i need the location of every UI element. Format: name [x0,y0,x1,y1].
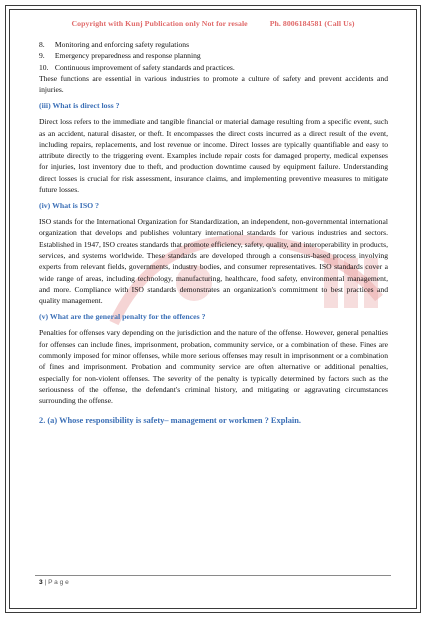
list-item: 9. Emergency preparedness and response planning [39,51,201,61]
footer-divider [35,575,391,576]
footer-separator: | [42,579,49,586]
page-header [0,19,426,28]
page-number: 3 [39,579,43,586]
section-heading-penalty: (v) What are the general penalty for the offences ? [39,312,206,322]
question-heading: 2. (a) Whose responsibility is safety– management or workmen ? Explain. [39,416,301,426]
section-heading-iso: (iv) What is ISO ? [39,200,100,210]
page-label: P a g e [48,579,69,586]
intro-paragraph: These functions are essential in various industries to promote a culture of safety and prevent accidents and injuries. [39,73,388,95]
page-footer [39,579,69,586]
list-item: 8. Monitoring and enforcing safety regulations [39,40,190,49]
section-body-penalty: Penalties for offenses vary depending on the jurisdiction and the nature of the offense. However, general penalties for offenses can include fines, imprisonment, probation, community service, or a combination of these. Fines are commonly imposed for minor offenses, while more serious offenses may result in imprisonment or a combination of fines and imprisonment. Probation and community service are often alternative or additional penalties, especially for non-violent offenses. The severity of the penalty is typically determined by factors such as the seriousness of the offense, the defendant's criminal history, and mitigating or aggravating circumstances surrounding the offense. [39,328,388,406]
phone-number: Ph. 8006184581 (Call Us) [269,19,355,28]
page-content [39,39,388,427]
section-body-iso: ISO stands for the International Organization for Standardization, an independent, non-governmental international organization that develops and publishes voluntary international standards for various industries and sectors. Established in 1947, ISO creates standards that promote efficiency, safety, quality, and interoperability in products, services, and systems worldwide. These standards are developed through a consensus-based process involving experts from relevant fields, governments, industry bodies, and consumer representatives. ISO standards cover a wide range of areas, including technology, manufacturing, healthcare, food safety, environmental management, and more. Compliance with ISO standards demonstrates an organization's commitment to best practices and quality management. [39,217,388,306]
section-body-direct-loss: Direct loss refers to the immediate and tangible financial or material damage resulting from a specific event, such as an accident, natural disaster, or theft. It encompasses the direct costs incurred as a direct result of the event, including repairs, replacements, and lost revenue or income. Direct losses are typically quantifiable and easy to attribute directly to the triggering event. Examples include repair costs for damaged property, medical expenses for injuries, lost inventory due to theft, and production downtime caused by equipment failure. Understanding direct losses is crucial for risk assessment, insurance claims, and implementing preventive measures to mitigate future losses. [39,117,388,195]
section-heading-direct-loss: (iii) What is direct loss ? [39,100,120,110]
copyright-notice: Copyright with Kunj Publication only Not for resale [71,19,248,28]
list-item: 10. Continuous improvement of safety standards and practices. [39,62,235,72]
